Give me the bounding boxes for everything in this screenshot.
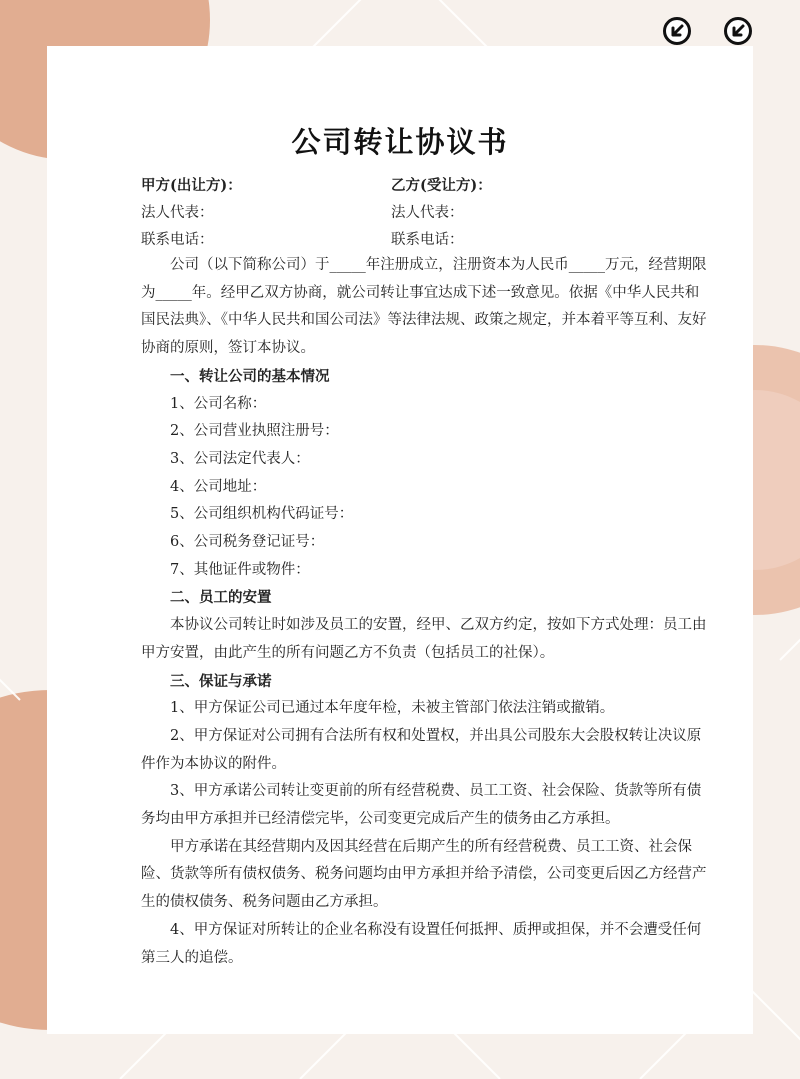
party-b-label: 乙方(受让方)：	[391, 177, 492, 194]
document-body	[141, 252, 707, 972]
body-paragraph: 2、甲方保证对公司拥有合法所有权和处置权，并出具公司股东大会股权转让决议原件作为本协议的附件。	[141, 727, 702, 772]
list-item: 7、其他证件或物件：	[170, 561, 310, 578]
party-a-rep: 法人代表：	[141, 205, 214, 221]
document-page	[47, 46, 753, 1034]
party-a-phone: 联系电话：	[141, 232, 214, 248]
corner-left-button[interactable]	[662, 16, 692, 46]
page-title: 公司转让协议书	[291, 125, 509, 159]
party-a-label: 甲方(出让方)：	[141, 177, 242, 194]
arrow-down-left-circle-icon	[723, 16, 753, 46]
body-paragraph: 3、甲方承诺公司转让变更前的所有经营税费、员工工资、社会保险、货款等所有债务均由甲方承担并已经清偿完毕，公司变更完成后产生的债务由乙方承担。	[141, 783, 702, 828]
arrow-down-left-circle-icon	[662, 16, 692, 46]
section-heading: 二、员工的安置	[170, 589, 272, 607]
section-heading: 一、转让公司的基本情况	[170, 367, 330, 385]
list-item: 3、公司法定代表人：	[170, 450, 310, 467]
body-paragraph: 1、甲方保证公司已通过本年度年检，未被主管部门依法注销或撤销。	[170, 700, 615, 717]
list-item: 2、公司营业执照注册号：	[170, 423, 339, 440]
body-paragraph: 本协议公司转让时如涉及员工的安置，经甲、乙双方约定，按如下方式处理：员工由甲方安置，由此产生的所有问题乙方不负责（包括员工的社保）。	[141, 617, 707, 661]
list-item: 5、公司组织机构代码证号：	[170, 506, 354, 523]
party-b-phone: 联系电话：	[391, 232, 464, 248]
body-paragraph: 4、甲方保证对所转让的企业名称没有设置任何抵押、质押或担保，并不会遭受任何第三人的追偿。	[141, 921, 702, 966]
body-paragraph: 甲方承诺在其经营期内及因其经营在后期产生的所有经营税费、员工工资、社会保险、货款等所有债权债务、税务问题均由甲方承担并给予清偿，公司变更后因乙方经营产生的债权债务、税务问题由乙方承担。	[141, 838, 707, 911]
list-item: 1、公司名称：	[170, 395, 267, 412]
section-heading: 三、保证与承诺	[170, 672, 272, 690]
party-b-rep: 法人代表：	[391, 205, 464, 221]
intro-paragraph: 公司（以下简称公司）于_____年注册成立，注册资本为人民币_____万元，经营期限为_____年。经甲乙双方协商，就公司转让事宜达成下述一致意见。依据《中华人民共和国民法典》、《中华人民共和国公司法》等法律法规、政策之规定，并本着平等互利、友好协商的原则，签订本协议。	[141, 257, 707, 357]
list-item: 6、公司税务登记证号：	[170, 534, 325, 551]
corner-right-button[interactable]	[723, 16, 753, 46]
list-item: 4、公司地址：	[170, 478, 267, 495]
